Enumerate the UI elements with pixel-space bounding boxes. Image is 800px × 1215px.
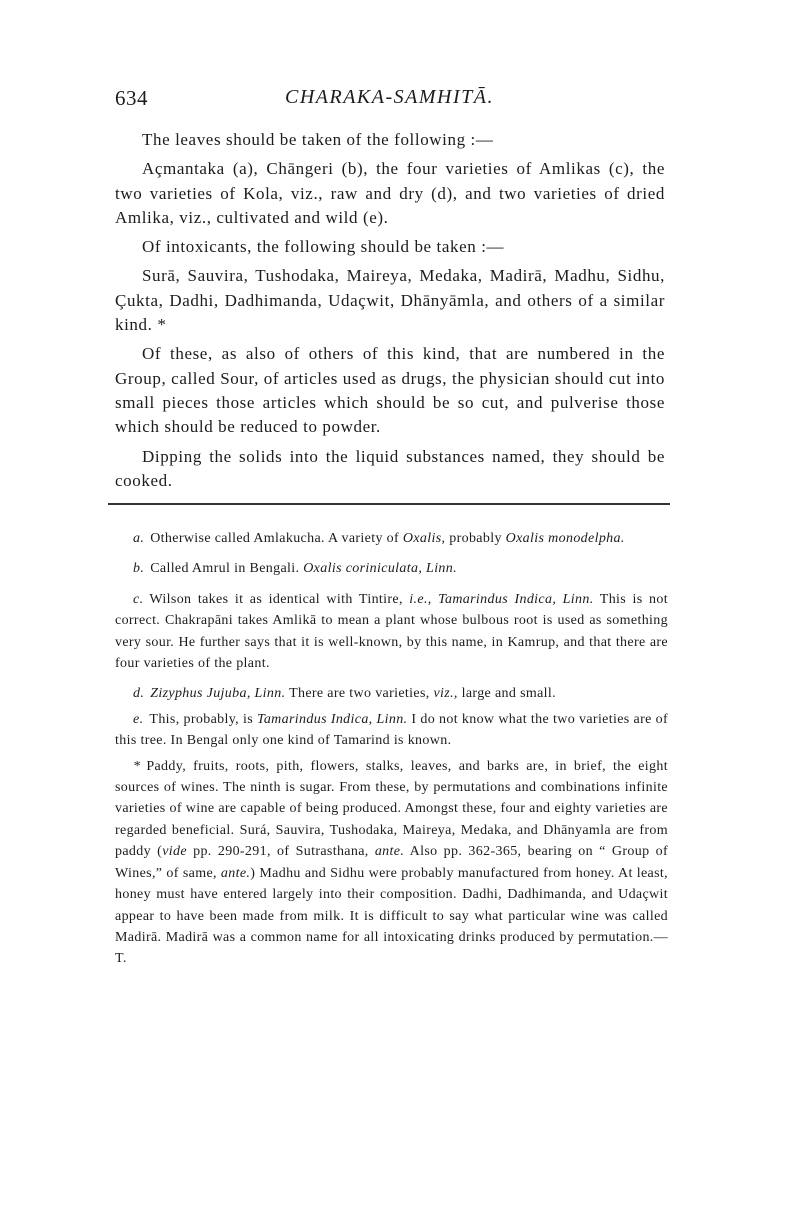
footnote-text: Paddy, fruits, roots, pith, flowers, stalks, leaves, and barks are, in brief, the eight sources of wines. The ninth is sugar. From these, by permutations and combinations infinite varieties of wine are capable of being produced. Amongst these, four and eighty varieties are regarded beneficial. Surá, Sauvira, Tushodaka, Maireya, Medaka, and Dhānyamla are from paddy ( xyxy=(115,758,668,860)
footnote-italic: Oxalis, xyxy=(402,531,446,546)
footnote-italic: Zizyphus Jujuba, Linn. xyxy=(150,686,286,702)
paragraph-leaves-intro: The leaves should be taken of the following :— xyxy=(142,130,494,149)
footnote-mark: * xyxy=(133,758,141,774)
footnote-divider xyxy=(108,503,670,505)
footnote-text: This, probably, is xyxy=(149,711,257,727)
footnote-star xyxy=(115,756,668,970)
footnote-text: probably xyxy=(445,531,506,546)
footnote-italic: Tamarindus Indica, Linn. xyxy=(256,711,408,727)
footnote-text: Otherwise called Amlakucha. A variety of xyxy=(150,531,403,546)
main-text xyxy=(115,128,665,498)
footnotes xyxy=(115,528,668,979)
paragraph-cooking: Dipping the solids into the liquid substances named, they should be cooked. xyxy=(115,446,665,490)
page-header xyxy=(115,86,665,116)
footnote-d xyxy=(115,683,668,704)
footnote-italic: viz., xyxy=(433,686,458,702)
footnote-text: This is not correct. Chakrapāni takes Amlikā to mean a plant whose bulbous root is used as something very sour. He further says that it is well-known, by this name, in Kamrup, and that there are four varieties of the plant. xyxy=(115,591,668,672)
footnote-mark: c. xyxy=(133,591,144,607)
footnote-text: Also pp. 362-365, bearing on “ Group of Wines,” of same, xyxy=(115,844,668,881)
footnote-b xyxy=(115,558,668,579)
footnote-mark: d. xyxy=(133,686,145,702)
footnote-text: I do not know what the two varieties are of this tree. In Bengal only one kind of Tamarind is known. xyxy=(115,711,668,749)
footnote-italic: Oxalis monodelpha. xyxy=(505,531,625,546)
footnote-text: There are two varieties, xyxy=(285,686,434,702)
page-number: 634 xyxy=(115,86,148,110)
footnote-text: Wilson takes it as identical with Tintire, xyxy=(149,591,410,607)
footnote-text: ) Madhu and Sidhu were probably manufactured from honey. At least, honey must have entered largely into their composition. Dadhi, Dadhimanda, and Udaçwit appear to have been made from milk. It is difficult to say what particular wine was called Madirā. Madirā was a common name for all intoxicating drinks produced by permutation.—T. xyxy=(115,865,668,967)
footnote-mark: b. xyxy=(133,561,145,577)
footnote-e xyxy=(115,709,668,752)
footnote-a xyxy=(115,528,668,549)
footnote-mark: a. xyxy=(133,531,145,546)
footnote-mark: e. xyxy=(133,711,144,727)
footnote-italic: ante. xyxy=(374,844,405,860)
paragraph-leaves-list: Açmantaka (a), Chāngeri (b), the four varieties of Amlikas (c), the two varieties of Kola, viz., raw and dry (d), and two varieties of dried Amlika, viz., cultivated and wild (e). xyxy=(115,159,665,227)
footnote-text: Called Amrul in Bengali. xyxy=(150,561,304,577)
paragraph-intoxicants-intro: Of intoxicants, the following should be taken :— xyxy=(142,237,505,257)
footnote-italic: Oxalis coriniculata, Linn. xyxy=(303,561,457,577)
footnote-italic: ante. xyxy=(220,865,251,881)
footnote-text: pp. 290-291, of Sutrasthana, xyxy=(186,844,375,860)
footnote-italic: i.e., Tamarindus Indica, Linn. xyxy=(409,591,594,607)
paragraph-intoxicants-list: Surā, Sauvira, Tushodaka, Maireya, Medaka, Madirā, Madhu, Sidhu, Çukta, Dadhi, Dadhimanda, Udaçwit, Dhānyāmla, and others of a similar kind. * xyxy=(115,266,665,335)
footnote-italic: vide xyxy=(162,844,187,860)
footnote-text: large and small. xyxy=(457,686,557,702)
paragraph-preparation: Of these, as also of others of this kind, that are numbered in the Group, called Sour, of articles used as drugs, the physician should cut into small pieces those articles which should be so cut, and pulverise those which should be reduced to powder. xyxy=(115,344,665,437)
running-title: CHARAKA-SAMHITĀ. xyxy=(285,86,494,108)
footnote-c xyxy=(115,589,668,675)
